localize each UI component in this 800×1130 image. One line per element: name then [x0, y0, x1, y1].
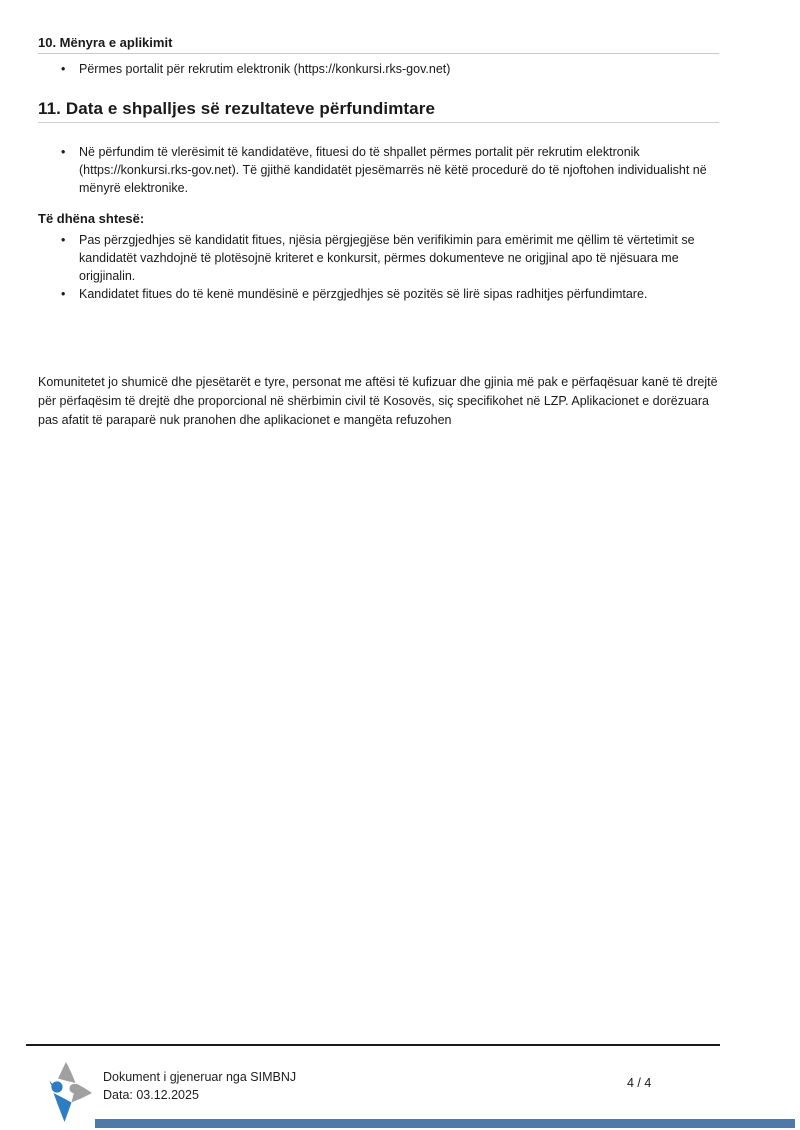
bullet-item: • Përmes portalit për rekrutim elektronik (https://konkursi.rks-gov.net)	[38, 60, 719, 78]
section-11-bullet-list	[38, 143, 719, 197]
footer-generated-by: Dokument i gjeneruar nga SIMBNJ	[103, 1070, 297, 1084]
simbnj-logo-icon	[38, 1062, 92, 1122]
closing-paragraph: Komunitetet jo shumicë dhe pjesëtarët e tyre, personat me aftësi të kufizuar dhe gjinia më pak e përfaqësuar kanë të drejtë për përfaqësim të drejtë dhe proporcional në shërbimin civil të Kosovës, siç specifikohet në LZP. Aplikacionet e dorëzuara pas afatit të paraparë nuk pranohen dhe aplikacionet e mangëta refuzohen	[38, 375, 718, 427]
additional-info-bullet-list	[38, 231, 719, 303]
footer-divider	[26, 1044, 720, 1046]
footer-date: Data: 03.12.2025	[103, 1088, 199, 1102]
bullet-item: • Kandidatet fitues do të kenë mundësinë e përzgjedhjes së pozitës së lirë sipas radhitjes përfundimtare.	[38, 285, 719, 303]
page-number: 4 / 4	[627, 1076, 652, 1090]
section-10-bullet-list	[38, 60, 719, 78]
section-11-heading: 11. Data e shpalljes së rezultateve përfundimtare	[38, 99, 719, 123]
additional-info-heading: Të dhëna shtesë:	[38, 211, 145, 226]
section-10-heading: 10. Mënyra e aplikimit	[38, 36, 719, 54]
footer-accent-bar	[95, 1119, 795, 1128]
bullet-item: • Në përfundim të vlerësimit të kandidatëve, fituesi do të shpallet përmes portalit për rekrutim elektronik (https://konkursi.rks-gov.net). Të gjithë kandidatët pjesëmarrës në këtë procedurë do të njoftohen individualisht në mënyrë elektronike.	[38, 143, 719, 197]
footer-info	[103, 1068, 296, 1104]
bullet-item: • Pas përzgjedhjes së kandidatit fitues, njësia përgjegjëse bën verifikimin para emërimit me qëllim të vërtetimit se kandidatët vazhdojnë të plotësojnë kriteret e konkursit, përmes dokumenteve ne origjinal apo të njësuara me origjinalin.	[38, 231, 719, 285]
document-body	[38, 36, 719, 303]
